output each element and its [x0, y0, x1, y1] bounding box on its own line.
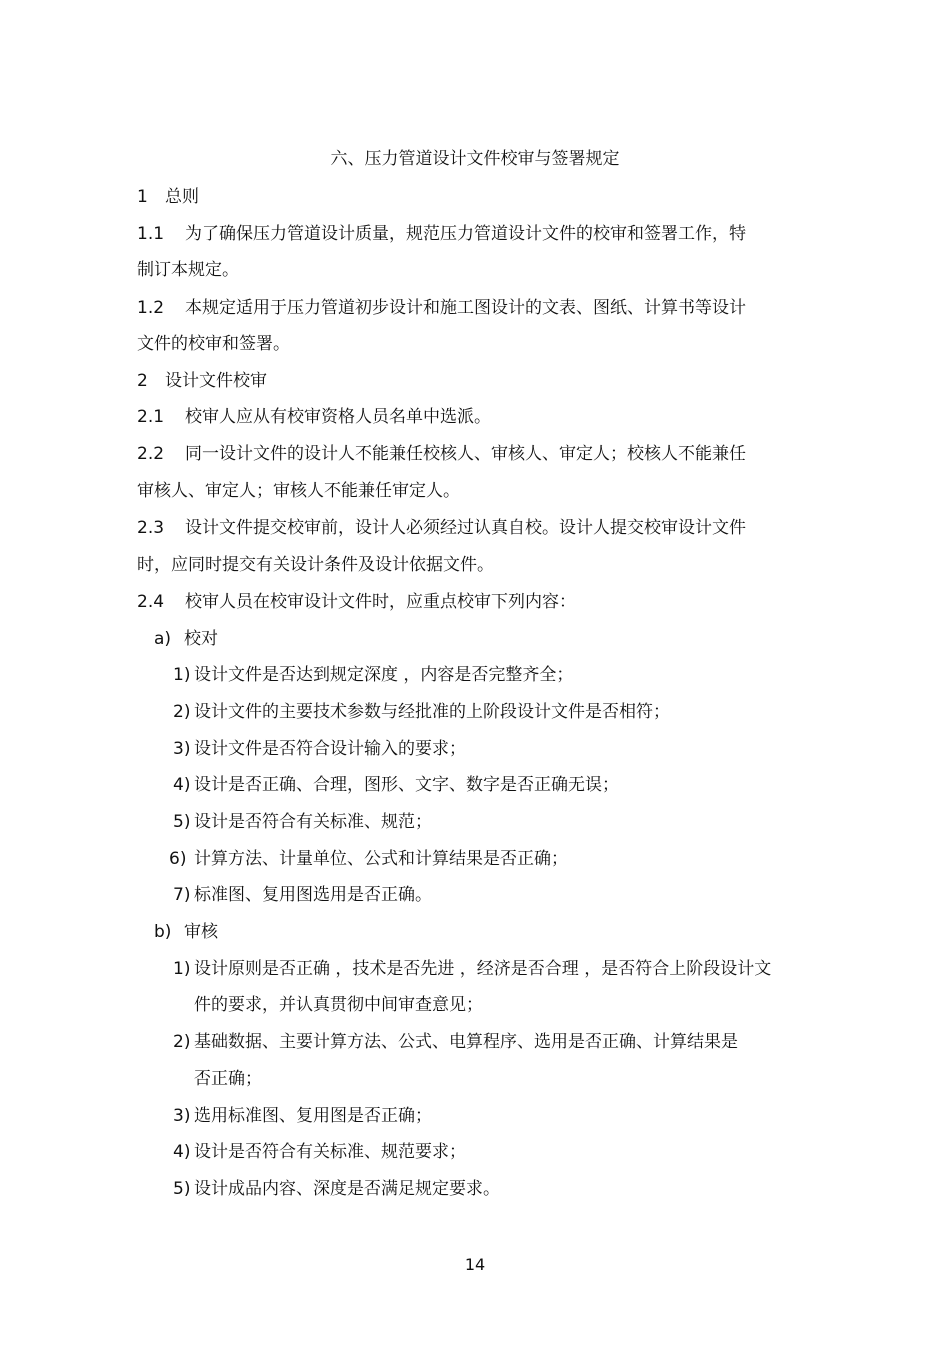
paragraph-line: 1.1 为了确保压力管道设计质量，规范压力管道设计文件的校审和签署工作，特 [137, 224, 746, 244]
list-item: 4) 设计是否正确、合理，图形、文字、数字是否正确无误； [173, 775, 619, 795]
list-item: 7) 标准图、复用图选用是否正确。 [173, 885, 432, 905]
paragraph-line: 制订本规定。 [137, 260, 239, 280]
list-item-continuation: 否正确； [194, 1069, 262, 1089]
paragraph-line: 2.1 校审人应从有校审资格人员名单中选派。 [137, 407, 491, 427]
list-item: 1) 设计原则是否正确 ，技术是否先进 ，经济是否合理 ，是否符合上阶段设计文 [173, 959, 772, 979]
paragraph-line: 1.2 本规定适用于压力管道初步设计和施工图设计的文表、图纸、计算书等设计 [137, 298, 746, 318]
list-item: 4) 设计是否符合有关标准、规范要求； [173, 1142, 466, 1162]
paragraph-line: 2.3 设计文件提交校审前，设计人必须经过认真自校。设计人提交校审设计文件 [137, 518, 746, 538]
list-item: 6) 计算方法、计量单位、公式和计算结果是否正确； [169, 849, 568, 869]
list-item: 3) 设计文件是否符合设计输入的要求； [173, 739, 466, 759]
document-title: 六、压力管道设计文件校审与签署规定 [330, 149, 620, 169]
page-number: 14 [464, 1255, 486, 1274]
paragraph-line: 2.4 校审人员在校审设计文件时，应重点校审下列内容： [137, 592, 576, 612]
list-item: 5) 设计是否符合有关标准、规范； [173, 812, 432, 832]
list-item: 1) 设计文件是否达到规定深度 ，内容是否完整齐全； [173, 665, 574, 685]
section-heading: 1 总则 [137, 187, 199, 207]
list-item: 2) 基础数据、主要计算方法、公式、电算程序、选用是否正确、计算结果是 [173, 1032, 738, 1052]
section-heading: 2 设计文件校审 [137, 371, 267, 391]
paragraph-line: 审核人、审定人；审核人不能兼任审定人。 [137, 481, 460, 501]
paragraph-line: 文件的校审和签署。 [137, 334, 290, 354]
subsection-heading: a) 校对 [154, 629, 218, 649]
paragraph-line: 2.2 同一设计文件的设计人不能兼任校核人、审核人、审定人；校核人不能兼任 [137, 444, 746, 464]
list-item: 2) 设计文件的主要技术参数与经批准的上阶段设计文件是否相符； [173, 702, 670, 722]
subsection-heading: b) 审核 [154, 922, 218, 942]
list-item: 3) 选用标准图、复用图是否正确； [173, 1106, 432, 1126]
list-item: 5) 设计成品内容、深度是否满足规定要求。 [173, 1179, 500, 1199]
paragraph-line: 时，应同时提交有关设计条件及设计依据文件。 [137, 555, 494, 575]
list-item-continuation: 件的要求，并认真贯彻中间审查意见； [194, 995, 483, 1015]
